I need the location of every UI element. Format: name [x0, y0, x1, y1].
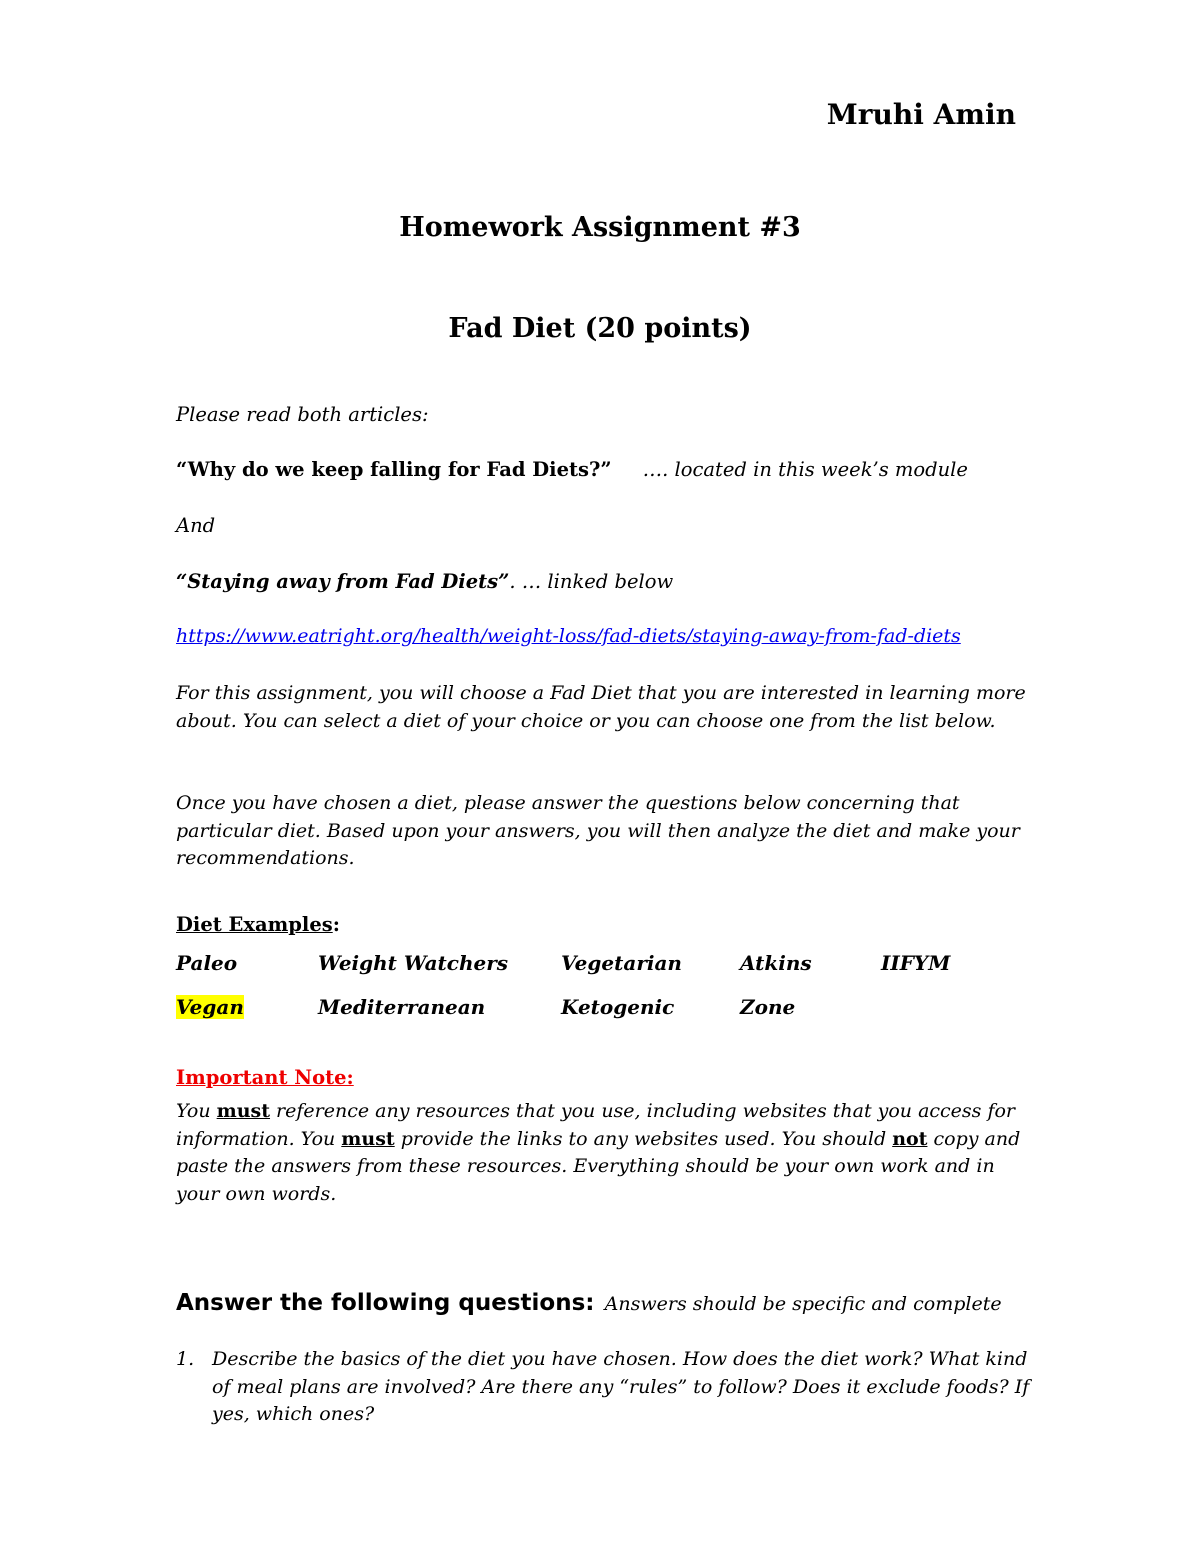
emphasis-must: must	[216, 1100, 271, 1122]
question-number: 1.	[176, 1348, 195, 1370]
diet-weight-watchers: Weight Watchers	[318, 951, 509, 975]
paragraph-instructions: Once you have chosen a diet, please answer the questions below concerning that particular diet. Based upon your answers, you will then analyze the diet and make your recommendations.	[176, 792, 1020, 869]
article-link-row	[176, 625, 961, 647]
author-name: Mruhi Amin	[826, 98, 1016, 131]
diet-ketogenic: Ketogenic	[561, 995, 675, 1019]
diet-heading-colon: :	[332, 913, 340, 936]
important-note-text	[176, 1098, 1036, 1208]
and-text: And	[176, 514, 216, 537]
diet-zone: Zone	[740, 995, 796, 1019]
highlighted-diet: Vegan	[176, 995, 244, 1019]
diet-heading-text: Diet Examples	[176, 913, 333, 936]
note-part: You	[176, 1100, 217, 1122]
intro-text: Please read both articles:	[176, 403, 429, 426]
diet-vegetarian: Vegetarian	[561, 951, 682, 975]
questions-heading-row	[176, 1290, 1002, 1316]
diet-mediterranean: Mediterranean	[318, 995, 486, 1019]
questions-subheading: Answers should be specific and complete	[604, 1293, 1002, 1315]
article-link[interactable]: https://www.eatright.org/health/weight-loss/fad-diets/staying-away-from-fad-diets	[176, 625, 961, 647]
diet-vegan	[176, 995, 244, 1019]
article1-title: “Why do we keep falling for Fad Diets?”	[176, 458, 612, 481]
article1-note: …. located in this week’s module	[642, 458, 968, 481]
emphasis-not: not	[892, 1127, 928, 1150]
questions-heading: Answer the following questions:	[176, 1290, 595, 1316]
paragraph-assignment: For this assignment, you will choose a Fad Diet that you are interested in learning more about. You can select a diet of your choice or you can choose one from the list below.	[176, 682, 1026, 732]
diet-iifym: IIFYM	[881, 951, 951, 975]
question-text: Describe the basics of the diet you have chosen. How does the diet work? What kind of meal plans are involved? Are there any “rules” to follow? Does it exclude foods? If yes, which ones?	[212, 1348, 1030, 1425]
note-part: reference any resources that you use, including websites that you access for information. You	[176, 1100, 1016, 1150]
emphasis-must: must	[341, 1127, 395, 1150]
article2-line	[176, 570, 673, 593]
note-part: copy and paste the answers from these resources. Everything should be your own work and in your own words.	[176, 1127, 1021, 1205]
article1-line	[176, 458, 968, 481]
diet-examples-heading	[176, 913, 340, 936]
diet-paleo: Paleo	[176, 951, 238, 975]
diet-atkins: Atkins	[740, 951, 812, 975]
assignment-subtitle: Fad Diet (20 points)	[448, 313, 752, 344]
article2-title: “Staying away from Fad Diets”	[176, 570, 510, 593]
article2-note: . … linked below	[509, 570, 674, 593]
important-note-heading: Important Note:	[176, 1066, 354, 1089]
note-part: provide the links to any websites used. You should	[394, 1127, 893, 1150]
assignment-title: Homework Assignment #3	[399, 212, 801, 243]
